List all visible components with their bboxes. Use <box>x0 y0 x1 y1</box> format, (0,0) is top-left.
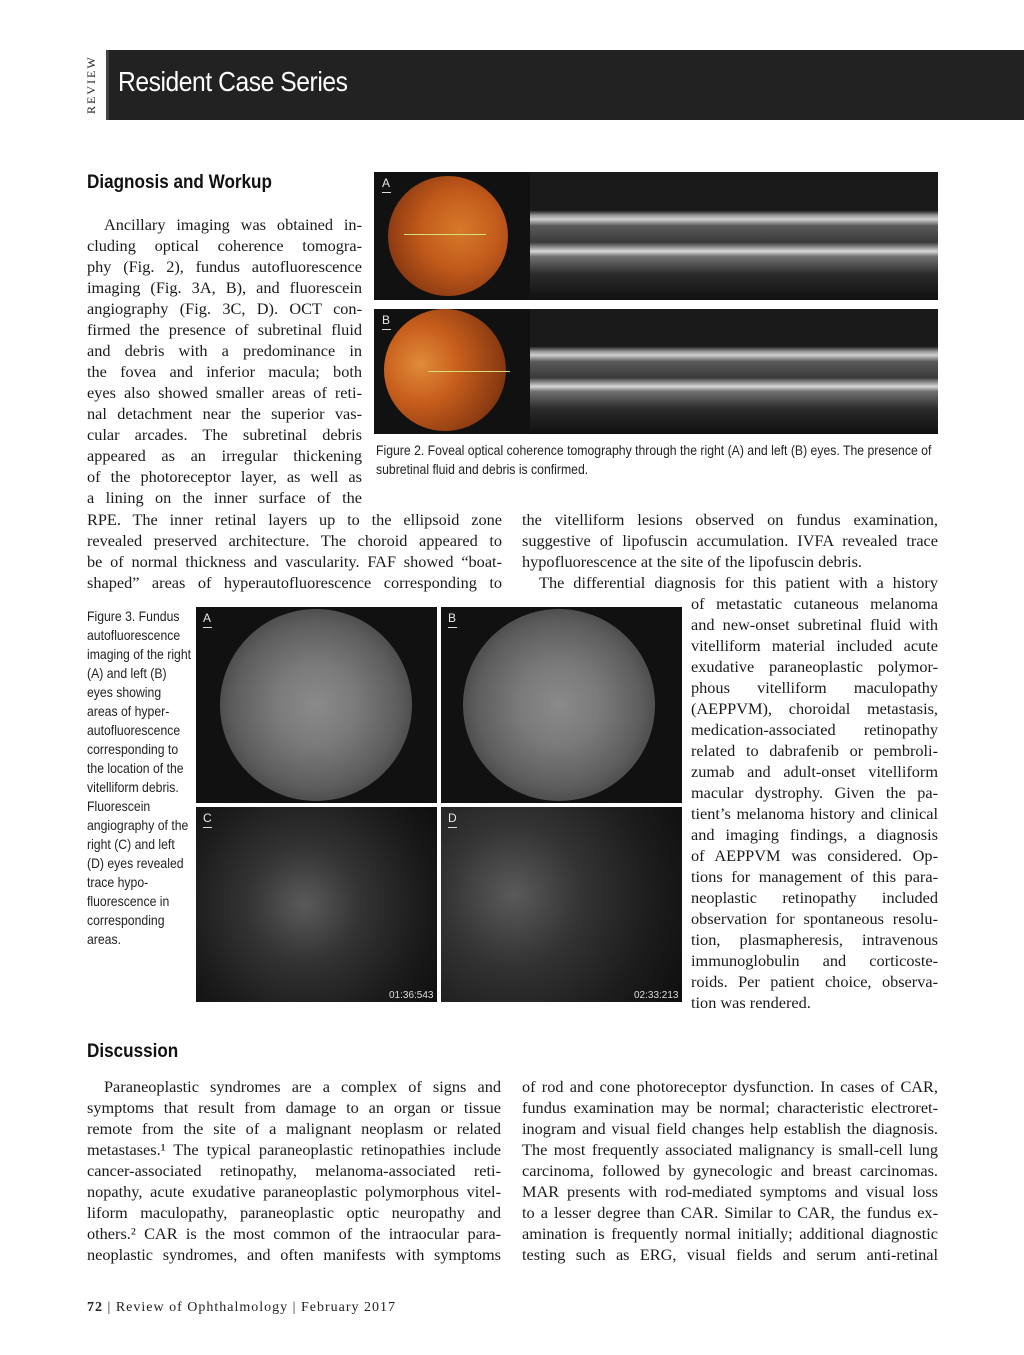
text-line: testing such as ERG, visual fields and serum anti-retinal <box>522 1245 938 1264</box>
text-line: carcinoma, followed by gynecologic and breast carcinomas. <box>522 1161 938 1180</box>
text-line: liform maculopathy, paraneoplastic optic neuropathy and <box>87 1203 501 1222</box>
discussion-col2-paragraph <box>522 1076 938 1265</box>
text-line: tient’s melanoma history and clinical <box>691 804 938 823</box>
text-line: hypofluorescence at the site of the lipofuscin debris. <box>522 552 862 571</box>
col2-top-paragraph <box>522 509 938 593</box>
text-line: fundus examination may be normal; characteristic electroret- <box>522 1098 938 1117</box>
col1-wide-paragraph <box>87 509 502 593</box>
text-line: neoplastic syndromes, and often manifests with symptoms <box>87 1245 501 1264</box>
figure3-caption: Figure 3. Fundus autofluorescence imaging of the right (A) and left (B) eyes showing areas of hyper-autofluorescence corresponding to the location of the vitelliform debris. Fluorescein angiography of the right (C) and left (D) eyes revealed trace hypo-fluorescence in corresponding areas. <box>87 609 192 947</box>
figure2-panel-a <box>374 172 938 300</box>
text-line: metastases.¹ The typical paraneoplastic retinopathies include <box>87 1140 501 1159</box>
text-line: and debris with a predominance in <box>87 341 362 360</box>
oct-scan-right <box>530 172 938 300</box>
figure3-panel-d <box>441 807 682 1002</box>
text-line: roids. Per patient choice, observa- <box>691 972 938 991</box>
col1-narrow-paragraph <box>87 214 362 508</box>
text-line: of metastatic cutaneous melanoma <box>691 594 938 613</box>
page-footer: 72 | Review of Ophthalmology | February 2017 <box>87 1300 396 1315</box>
text-line: firmed the presence of subretinal fluid <box>87 320 362 339</box>
col2-narrow-paragraph <box>691 593 938 1013</box>
text-line: to a lesser degree than CAR. Similar to CAR, the fundus ex- <box>522 1203 938 1222</box>
text-line: of AEPPVM was considered. Op- <box>691 846 938 865</box>
fa-image-left <box>441 807 682 1002</box>
text-line: of rod and cone photoreceptor dysfunction. In cases of CAR, <box>522 1077 938 1096</box>
section-heading-diagnosis: Diagnosis and Workup <box>87 172 272 193</box>
text-line: The most frequently associated malignancy is small-cell lung <box>522 1140 938 1159</box>
text-line: and new-onset subretinal fluid with <box>691 615 938 634</box>
text-line: related to dabrafenib or pembroli- <box>691 741 938 760</box>
text-line: amination is frequently normal initially; additional diagnostic <box>522 1224 938 1243</box>
text-line: phous vitelliform maculopathy <box>691 678 938 697</box>
oct-scan-line <box>428 371 510 372</box>
figure3-panel-a <box>196 607 437 803</box>
text-line: immunoglobulin and corticoste- <box>691 951 938 970</box>
text-line: the vitelliform lesions observed on fundus examination, <box>522 510 938 529</box>
figure3-label-d: D <box>448 811 457 825</box>
fundus-photo-right <box>388 176 508 296</box>
page-title: Resident Case Series <box>118 66 348 97</box>
text-line: imaging (Fig. 3A, B), and fluorescein <box>87 278 362 297</box>
text-line: appeared as an irregular thickening <box>87 446 362 465</box>
figure3-label-a: A <box>203 611 212 625</box>
text-line: The differential diagnosis for this patient with a history <box>539 573 938 592</box>
text-line: exudative paraneoplastic polymor- <box>691 657 938 676</box>
text-line: cular arcades. The subretinal debris <box>87 425 362 444</box>
text-line: symptoms that result from damage to an organ or tissue <box>87 1098 501 1117</box>
text-line: eyes also showed smaller areas of reti- <box>87 383 362 402</box>
text-line: zumab and adult-onset vitelliform <box>691 762 938 781</box>
text-line: a lining on the inner surface of the <box>87 488 362 507</box>
text-line: of the photoreceptor layer, as well as <box>87 467 362 486</box>
text-line: suggestive of lipofuscin accumulation. IVFA revealed trace <box>522 531 938 550</box>
text-line: remote from the site of a malignant neoplasm or related <box>87 1119 501 1138</box>
figure3-label-b: B <box>448 611 457 625</box>
discussion-col1-paragraph <box>87 1076 501 1265</box>
text-line: phy (Fig. 2), fundus autofluorescence <box>87 257 362 276</box>
text-line: tion was rendered. <box>691 993 811 1012</box>
journal-name: Review of Ophthalmology <box>115 1300 289 1315</box>
text-line: Paraneoplastic syndromes are a complex of signs and <box>104 1077 501 1096</box>
text-line: tions for management of this para- <box>691 867 938 886</box>
text-line: nopathy, acute exudative paraneoplastic polymorphous vitel- <box>87 1182 501 1201</box>
text-line: the fovea and inferior macula; both <box>87 362 362 381</box>
text-line: Ancillary imaging was obtained in- <box>104 215 362 234</box>
text-line: tion, plasmapheresis, intravenous <box>691 930 938 949</box>
text-line: others.² CAR is the most common of the intraocular para- <box>87 1224 501 1243</box>
fundus-photo-left <box>384 309 506 431</box>
text-line: inogram and visual field changes help establish the diagnosis. <box>522 1119 938 1138</box>
figure2-panel-b <box>374 309 938 434</box>
text-line: angiography (Fig. 3C, D). OCT con- <box>87 299 362 318</box>
text-line: cluding optical coherence tomogra- <box>87 236 362 255</box>
text-line: (AEPPVM), choroidal metastasis, <box>691 699 938 718</box>
figure3-label-c: C <box>203 811 212 825</box>
text-line: cancer-associated retinopathy, melanoma-associated reti- <box>87 1161 501 1180</box>
oct-scan-line <box>404 234 486 235</box>
text-line: and imaging findings, a diagnosis <box>691 825 938 844</box>
fa-image-right <box>196 807 437 1002</box>
figure2-label-b: B <box>382 313 391 327</box>
faf-image-left <box>463 609 655 801</box>
figure3-panel-b <box>441 607 682 803</box>
text-line: macular dystrophy. Given the pa- <box>691 783 938 802</box>
text-line: nal detachment near the superior vas- <box>87 404 362 423</box>
figure3-panel-c <box>196 807 437 1002</box>
figure2-label-a: A <box>382 176 391 190</box>
text-line: RPE. The inner retinal layers up to the ellipsoid zone <box>87 510 502 529</box>
text-line: revealed preserved architecture. The choroid appeared to <box>87 531 502 550</box>
figure3-timestamp-d: 02:33:213 <box>634 990 679 1001</box>
text-line: vitelliform material included acute <box>691 636 938 655</box>
text-line: neoplastic retinopathy included <box>691 888 938 907</box>
faf-image-right <box>220 609 412 801</box>
review-side-label: REVIEW <box>84 55 98 115</box>
issue-date: February 2017 <box>300 1300 396 1315</box>
section-heading-discussion: Discussion <box>87 1041 179 1062</box>
text-line: observation for spontaneous resolu- <box>691 909 938 928</box>
figure2-caption: Figure 2. Foveal optical coherence tomography through the right (A) and left (B) eyes. The presence of subretinal fluid and debris is confirmed. <box>376 443 932 477</box>
text-line: shaped” areas of hyperautofluorescence corresponding to <box>87 573 502 592</box>
text-line: medication-associated retinopathy <box>691 720 938 739</box>
page-number: 72 <box>87 1300 103 1315</box>
text-line: MAR presents with rod-mediated symptoms and visual loss <box>522 1182 938 1201</box>
text-line: be of normal thickness and vascularity. FAF showed “boat- <box>87 552 502 571</box>
figure3-timestamp-c: 01:36:543 <box>389 990 434 1001</box>
oct-scan-left <box>530 309 938 434</box>
